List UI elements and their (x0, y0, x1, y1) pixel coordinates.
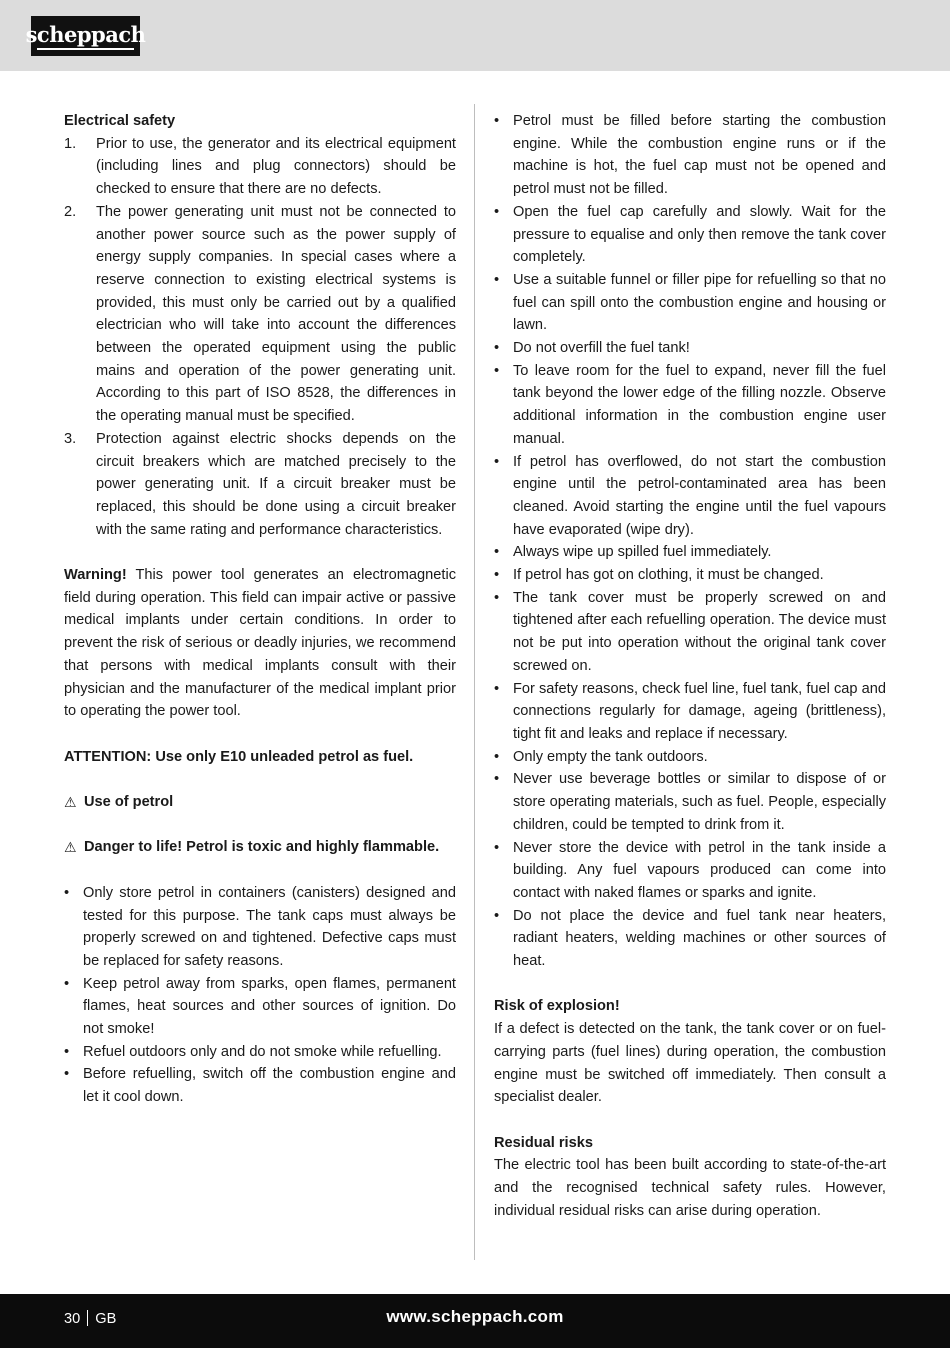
bullet-icon: • (494, 340, 500, 357)
list-item (494, 837, 886, 905)
item-text: Only store petrol in containers (canisters) designed and tested for this purpose. The tank caps must always be properly screwed on and tightened. Defective caps must be replaced for safety reasons. (83, 884, 456, 969)
page-number: 30 (64, 1311, 81, 1327)
item-text: Refuel outdoors only and do not smoke while refuelling. (83, 1043, 442, 1060)
right-column (494, 110, 886, 1222)
list-item (64, 973, 456, 1041)
item-text: Use a suitable funnel or filler pipe for refuelling so that no fuel can spill onto the combustion engine and housing or lawn. (513, 271, 886, 334)
item-number: 1. (64, 135, 77, 152)
list-item (64, 882, 456, 973)
bullet-icon: • (494, 271, 500, 288)
item-text: The power generating unit must not be connected to another power source such as the power supply of energy supply companies. In special cases where a reserve connection to existing electrical systems is provided, this must only be carried out by a qualified electrician who will take into account the differences between the operated equipment using the public mains and operation of the power generating unit. According to this part of ISO 8528, the differences in the operating manual must be specified. (96, 203, 456, 425)
item-text: Before refuelling, switch off the combustion engine and let it cool down. (83, 1066, 456, 1106)
bullet-icon: • (494, 544, 500, 561)
list-item (64, 133, 456, 201)
petrol-list (64, 882, 456, 1109)
page-footer (0, 1294, 950, 1348)
item-text: To leave room for the fuel to expand, never fill the fuel tank beyond the lower edge of the filling nozzle. Observe additional information in the combustion engine user manual. (513, 362, 886, 447)
bullet-icon: • (64, 1066, 70, 1083)
danger-heading: Danger to life! Petrol is toxic and highly flammable. (84, 839, 440, 856)
list-item (494, 541, 886, 564)
item-text: Open the fuel cap carefully and slowly. Wait for the pressure to equalise and only then remove the tank cover completely. (513, 203, 886, 266)
item-text: Protection against electric shocks depends on the circuit breakers which are matched precisely to the power generating unit. If a circuit breaker must be replaced, this should be done using a circuit breaker with the same rating and performance characteristics. (96, 430, 456, 538)
list-item (494, 110, 886, 201)
website-url[interactable]: www.scheppach.com (386, 1307, 564, 1326)
petrol-heading-row (64, 791, 456, 814)
item-text: Never use beverage bottles or similar to dispose of or store operating materials, such as fuel. People, especially children, could be tempted to drink from it. (513, 771, 886, 833)
item-text: Do not overfill the fuel tank! (513, 340, 690, 357)
bullet-icon: • (494, 203, 500, 220)
bullet-icon: • (494, 907, 500, 924)
item-number: 2. (64, 203, 77, 220)
attention-note: ATTENTION: Use only E10 unleaded petrol as fuel. (64, 748, 414, 765)
electrical-safety-list (64, 133, 456, 542)
refuelling-list (494, 110, 886, 973)
item-text: Always wipe up spilled fuel immediately. (513, 544, 772, 561)
warning-triangle-icon: ⚠ (64, 794, 77, 811)
petrol-heading: Use of petrol (84, 794, 174, 811)
item-text: Keep petrol away from sparks, open flames, permanent flames, heat sources and other sources of ignition. Do not smoke! (83, 975, 456, 1038)
list-item (494, 564, 886, 587)
item-text: If petrol has overflowed, do not start the combustion engine until the petrol-contaminated area has been cleaned. Avoid starting the engine until the fuel vapours have evaporated (wipe dry). (513, 453, 886, 538)
page-header (0, 0, 950, 71)
list-item (64, 1063, 456, 1108)
list-item (494, 905, 886, 973)
warning-text: This power tool generates an electromagnetic field during operation. This field can impair active or passive medical implants under certain conditions. In order to prevent the risk of serious or deadly injuries, we recommend that persons with medical implants consult with their physician and the manufacturer of the medical implant prior to operating the power tool. (64, 567, 456, 720)
bullet-icon: • (494, 839, 500, 856)
residual-text: The electric tool has been built according to state-of-the-art and the recognised technical safety rules. However, individual residual risks can arise during operation. (494, 1157, 886, 1219)
bullet-icon: • (494, 453, 500, 470)
list-item (494, 201, 886, 269)
list-item (494, 451, 886, 542)
list-item (494, 269, 886, 337)
bullet-icon: • (494, 680, 500, 697)
warning-paragraph (64, 564, 456, 723)
item-text: For safety reasons, check fuel line, fuel tank, fuel cap and connections regularly for damage, ageing (brittleness), tight fit and leaks and replace if necessary. (513, 680, 886, 742)
list-item (494, 746, 886, 769)
list-item (64, 1041, 456, 1064)
warning-triangle-icon: ⚠ (64, 839, 77, 856)
bullet-icon: • (64, 884, 70, 901)
item-text: If petrol has got on clothing, it must be changed. (513, 567, 824, 584)
bullet-icon: • (494, 362, 500, 379)
item-text: Only empty the tank outdoors. (513, 748, 708, 765)
list-item (64, 428, 456, 542)
warning-label: Warning! (64, 567, 127, 584)
bullet-icon: • (494, 567, 500, 584)
bullet-icon: • (494, 748, 500, 765)
language-code: GB (95, 1311, 117, 1327)
explosion-text: If a defect is detected on the tank, the tank cover or on fuel-carrying parts (fuel lines) during operation, the combustion engine must be switched off immediately. Then consult a specialist dealer. (494, 1021, 886, 1106)
item-text: Never store the device with petrol in the tank inside a building. Any fuel vapours produced can come into contact with naked flames or sparks and ignite. (513, 839, 886, 901)
item-text: Prior to use, the generator and its electrical equipment (including lines and plug connectors) should be checked to ensure that there are no defects. (96, 135, 456, 198)
list-item (494, 678, 886, 746)
danger-heading-row (64, 836, 456, 859)
left-column (64, 110, 456, 1109)
bullet-icon: • (494, 113, 500, 129)
item-number: 3. (64, 430, 77, 447)
explosion-heading: Risk of explosion! (494, 998, 620, 1015)
item-text: Do not place the device and fuel tank near heaters, radiant heaters, welding machines or other sources of heat. (513, 907, 886, 970)
item-text: Petrol must be filled before starting the combustion engine. While the combustion engine runs or if the machine is hot, the fuel cap must not be opened and petrol must not be filled. (513, 113, 886, 198)
bullet-icon: • (64, 1043, 70, 1060)
item-text: The tank cover must be properly screwed on and tightened after each refuelling operation. The device must not be put into operation without the original tank cover screwed on. (513, 589, 886, 674)
list-item (494, 768, 886, 836)
bullet-icon: • (494, 771, 500, 788)
list-item (64, 201, 456, 428)
list-item (494, 360, 886, 451)
list-item (494, 337, 886, 360)
bullet-icon: • (64, 975, 70, 992)
bullet-icon: • (494, 589, 500, 606)
scheppach-logo: scheppach (31, 16, 140, 56)
electrical-safety-heading: Electrical safety (64, 113, 176, 129)
list-item (494, 587, 886, 678)
residual-heading: Residual risks (494, 1134, 593, 1151)
column-divider (474, 104, 475, 1260)
